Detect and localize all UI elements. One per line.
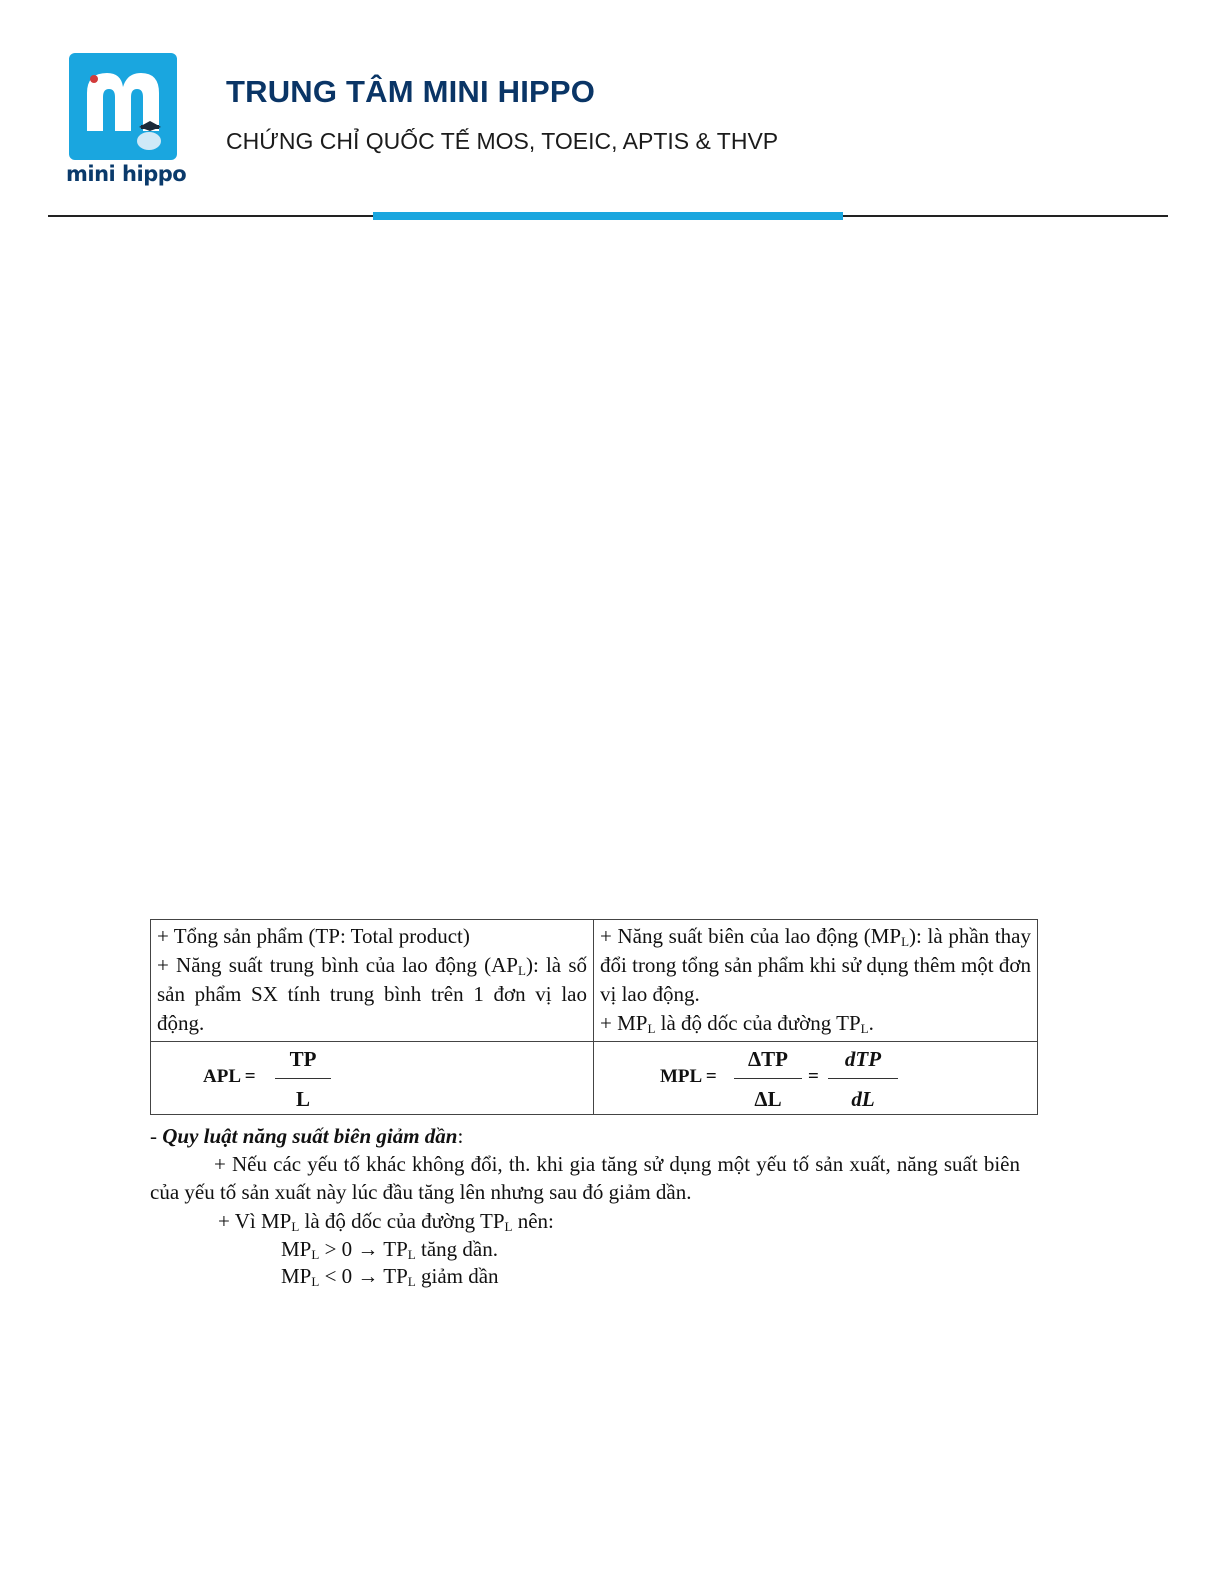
average-product-definition: + Năng suất trung bình của lao động $(AP_L)$: là số sản phẩm SX tính trung bình trên 1 đơn vị lao động. [157, 953, 587, 1035]
ap-fraction: $\frac{TP}{L}$ [275, 1045, 331, 1114]
ap-formula-cell [151, 1042, 594, 1115]
right-definition-cell [594, 920, 1038, 1042]
law-paragraph: + Nếu các yếu tố khác không đổi, th. khi gia tăng sử dụng một yếu tố sản xuất, năng suất biên của yếu tố sản xuất này lúc đầu tăng lên nhưng sau đó giảm dần. [150, 1152, 1020, 1204]
brand-logo [69, 53, 177, 160]
hippo-logo-icon [69, 53, 177, 160]
law-heading: - Quy luật năng suất biên giảm dần: [150, 1124, 464, 1148]
marginal-product-slope-line: + $MP_L$ là độ dốc của đường $TP_L$. [600, 1011, 874, 1036]
law-case-decreasing: $MP_L < 0 \to TP_L$ giảm dần [281, 1264, 499, 1289]
definitions-table [150, 919, 1038, 1115]
mp-delta-fraction: ΔTP ΔL [734, 1045, 802, 1114]
mp-formula-lhs: MPL = [660, 1066, 717, 1087]
ap-formula-lhs: APL = [203, 1066, 256, 1087]
brand-logo-text: mini hippo [66, 162, 187, 186]
total-product-line: + Tổng sản phẩm (TP: Total product) [157, 924, 470, 948]
law-case-increasing: $MP_L > 0 \to TP_L$ tăng dần. [281, 1237, 498, 1262]
law-reason-line: + Vì $MP_L$ là độ dốc của đường $TP_L$ nên: [218, 1209, 554, 1234]
mp-derivative-fraction: dTP dL [828, 1045, 898, 1114]
marginal-product-definition: + Năng suất biên của lao động $(MP_L)$: là phần thay đổi trong tổng sản phẩm khi sử dụng thêm một đơn vị lao động. [600, 924, 1031, 1006]
left-definition-cell [151, 920, 594, 1042]
center-subtitle: CHỨNG CHỈ QUỐC TẾ MOS, TOEIC, APTIS & THVP [226, 128, 779, 154]
equals-sign: = [808, 1066, 819, 1087]
header-divider-accent [373, 212, 843, 220]
table-row [151, 1042, 1038, 1115]
center-name: TRUNG TÂM MINI HIPPO [226, 74, 596, 109]
mp-formula-cell [594, 1042, 1038, 1115]
table-row [151, 920, 1038, 1042]
